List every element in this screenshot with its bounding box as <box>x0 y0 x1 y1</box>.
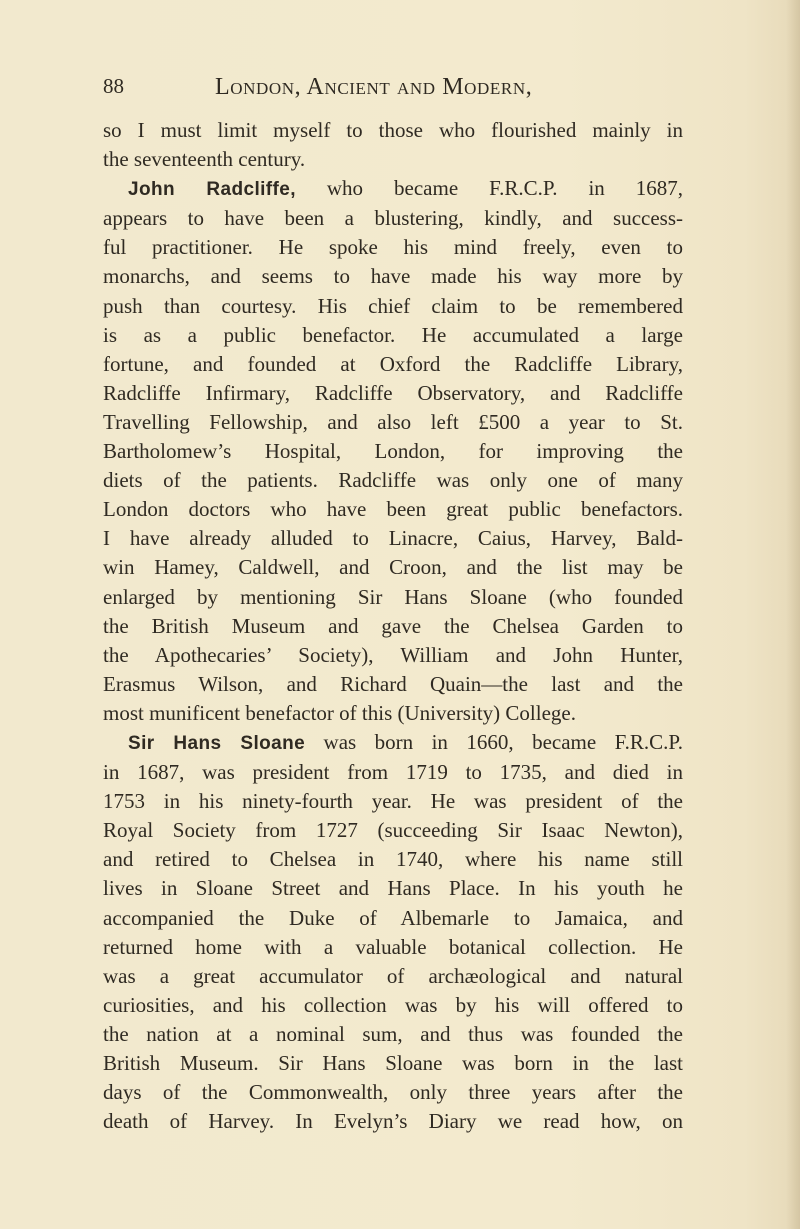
text-line: monarchs, and seems to have made his way more by <box>103 264 683 289</box>
text-line: 1753 in his ninety-fourth year. He was president of the <box>103 789 683 814</box>
text-line-rest: was born in 1660, became F.R.C.P. <box>323 729 684 754</box>
text-line: enlarged by mentioning Sir Hans Sloane (who founded <box>103 584 683 609</box>
body-text <box>103 116 683 1136</box>
text-line: win Hamey, Caldwell, and Croon, and the list may be <box>103 555 683 580</box>
text-line: accompanied the Duke of Albemarle to Jamaica, and <box>103 905 683 930</box>
text-line: Erasmus Wilson, and Richard Quain—the last and the <box>103 671 683 696</box>
text-line: in 1687, was president from 1719 to 1735, and died in <box>103 760 683 785</box>
text-line: most munificent benefactor of this (University) College. <box>103 700 576 725</box>
text-line: fortune, and founded at Oxford the Radcliffe Library, <box>103 351 683 376</box>
text-line: Radcliffe Infirmary, Radcliffe Observatory, and Radcliffe <box>103 380 683 405</box>
page-edge-shadow <box>786 0 800 1229</box>
text-line: I have already alluded to Linacre, Caius, Harvey, Bald- <box>103 526 683 551</box>
text-line: the Apothecaries’ Society), William and John Hunter, <box>103 642 683 667</box>
paragraph-first-line <box>103 728 683 758</box>
text-line: London doctors who have been great public benefactors. <box>103 497 683 522</box>
text-line: Royal Society from 1727 (succeeding Sir Isaac Newton), <box>103 818 683 843</box>
text-line: the nation at a nominal sum, and thus was founded the <box>103 1021 683 1046</box>
text-line: and retired to Chelsea in 1740, where his name still <box>103 847 683 872</box>
paragraph-first-line <box>103 174 683 204</box>
text-line: returned home with a valuable botanical collection. He <box>103 934 683 959</box>
text-line: push than courtesy. His chief claim to be remembered <box>103 293 683 318</box>
running-head: London, Ancient and Modern, <box>215 74 533 100</box>
text-line: lives in Sloane Street and Hans Place. In his youth he <box>103 876 683 901</box>
text-line: British Museum. Sir Hans Sloane was born in the last <box>103 1051 683 1075</box>
page-header <box>103 74 683 104</box>
text-line: is as a public benefactor. He accumulated a large <box>103 322 683 347</box>
text-line: so I must limit myself to those who flourished mainly in <box>103 118 683 142</box>
text-line: days of the Commonwealth, only three years after the <box>103 1080 683 1105</box>
text-line: was a great accumulator of archæological and natural <box>103 963 683 988</box>
text-line: appears to have been a blustering, kindly, and success- <box>103 206 683 231</box>
text-line: Bartholomew’s Hospital, London, for improving the <box>103 439 683 464</box>
text-line: ful practitioner. He spoke his mind freely, even to <box>103 235 683 260</box>
person-name-sloane: Sir Hans Sloane <box>128 732 306 754</box>
text-line: death of Harvey. In Evelyn’s Diary we read how, on <box>103 1109 683 1134</box>
text-line-rest: who became F.R.C.P. in 1687, <box>326 176 684 201</box>
text-line: Travelling Fellowship, and also left £500 a year to St. <box>103 409 683 434</box>
text-line: curiosities, and his collection was by his will offered to <box>103 992 683 1017</box>
text-line: the seventeenth century. <box>103 147 306 172</box>
text-line: diets of the patients. Radcliffe was only one of many <box>103 468 683 493</box>
page-number: 88 <box>103 74 124 98</box>
text-line: the British Museum and gave the Chelsea Garden to <box>103 613 683 638</box>
person-name-radcliffe: John Radcliffe, <box>128 179 296 201</box>
